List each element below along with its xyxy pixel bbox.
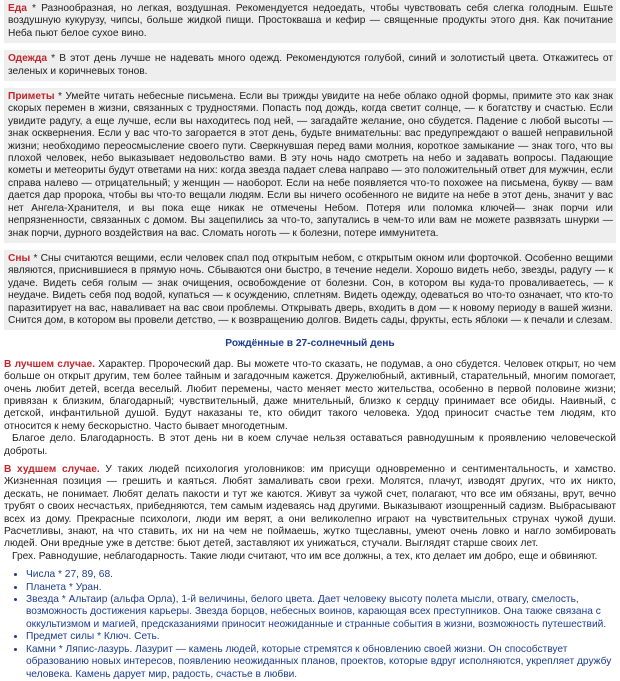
clothes-key: Одежда <box>8 53 48 65</box>
clothes-block <box>4 50 616 81</box>
fact-power-object: • Предмет силы * Ключ. Сеть. <box>26 631 616 643</box>
worst-case-extra: Грех. Равнодушие, неблагодарность. Такие люди считают, что им все должны, а тех, кто делает им добро, еще и обвиняют. <box>12 550 598 562</box>
dreams-block <box>4 250 616 330</box>
fact-stones: • Камни * Ляпис-лазурь. Лазурит — камень людей, которые стремятся к обновлению своей жизни. Он способствует образованию новых интересов, появлению неожиданных планов, проектов, которые вдруг исполняются, укрепляет дружбу человека. Камень дарует мир, радость, счастье в любви. <box>26 644 616 681</box>
clothes-text: * В этот день лучше не надевать много одежд. Рекомендуются голубой, синий и золотистый цвета. Откажитесь от зеленых и коричневых тонов. <box>8 53 613 77</box>
omens-block <box>4 88 616 243</box>
best-case-text: Характер. Пророческий дар. Вы можете что-то сказать, не подумав, а оно сбудется. Человек открыт, но чем больше он открыт другим, тем более тайным и загадочным кажется. Дружелюбный, активный, старательный, многим помогает, очень любит детей, всегда веселый. Любит перемены, часто меняет место жительства, особенно в первой половине жизни; привязан к близким, благодарный; чувствительный, даже мнительный, близко к сердцу принимает все обиды. Наивный, с детской, инфантильной душой. Будут наказаны те, кто обидит такого человека. Удод приносит счастье тем людям, кто относится к нему бескорыстно. Часто бывает многодетным. <box>4 358 616 432</box>
omens-key: Приметы <box>8 91 55 103</box>
food-text: * Разнообразная, но легкая, воздушная. Рекомендуется недоедать, чтобы чувствовать себя слегка голодным. Ешьте воздушную кукурузу, чипсы, больше жидкой пищи. Простокваша и кефир — священные продукты этого дня. Как почитание Неба пьют белое сухое вино. <box>8 3 613 39</box>
dreams-key: Сны <box>8 252 31 264</box>
dreams-text: * Сны считаются вещими, если человек спал под открытым небом, с открытым окном или форточкой. Особенно вещими являются, приснившиеся в прямую ночь. Сбываются они быстро, в течение недели. Хорошо видеть небо, звезды, радугу — к удаче. Видеть себя голым — знак очищения, освобождение от болезни. Сон, в котором вы куда-то проваливаетесь, — к неудаче. Видеть себя под водой, купаться — к осуждению, сплетням. Видеть одежду, одеваться во что-то означает, что кто-то паразитирует на вас, наваливает на вас свои проблемы. Открывать дверь, входить в дом — к новому периоду в вашей жизни. Снится дом, в котором вы провели детство, — к возвращению долгов. Видеть сады, фрукты, есть яблоки — к печали и слезам. <box>8 252 613 326</box>
section-title: Рождённые в 27-солнечный день <box>225 338 395 350</box>
worst-case-text: У таких людей психология уголовников: им присущи одновременно и сентиментальность, и хамство. Жизненная позиция — грешить и каяться. Любят замаливать свои грехи. Молятся, плачут, изводят других, что их никто, дескать, не понимает. Любят делать пакости и тут же каются. Живут за чужой счет, полагают, что все им обязаны, врут, вечно трубят о своих несчастьях, прибедняются, тем самым издеваясь над другими. Выказывают изощренный садизм. Выбрасывают всех из дому. Прекрасные психологи, люди им верят, а они великолепно играют на чувствительных струнах чужой души. Расчетливы, знают, на что ставить, их ни на чем не поймаешь, жутко тщеславны, умеют очень ловко и нагло зомбировать людей. Они вредные уже в детстве: бьют детей, заставляют их унижаться, стучали. Выглядят старше своих лет. <box>4 464 616 550</box>
best-case-extra: Благое дело. Благодарность. В этот день ни в коем случае нельзя оставаться равнодушным к проявлению человеческой доброты. <box>4 433 616 457</box>
fact-star: • Звезда * Альтаир (альфа Орла), 1-й величины, белого цвета. Дает человеку высоту полета мысли, отвагу, смелость, возможность достижения карьеры. Звезда борцов, небесных воинов, карающая всех преступников. Она также связана с оккультизмом и магией, предсказаниями приносит неожиданные и странные события в жизни, возможность путешествий. <box>26 594 616 631</box>
fact-numbers: • Числа * 27, 89, 68. <box>26 569 616 581</box>
worst-case <box>4 464 616 563</box>
omens-text: * Умейте читать небесные письмена. Если вы трижды увидите на небе облако одной формы, примите это как знак скорых перемен в жизни, связанных с трудностями. Попасть под дождь, когда светит солнце, — к богатству и счастью. Если увидите радугу, а еще лучше, если вы находитесь под ней, — загадайте желание, оно сбудется. Падение с любой высоты — знак осквернения. Если у вас что-то загорается в этот день, будьте внимательны: вас предупреждают о вашей неправильной жизни; необходимо переосмысление своего пути. Сверкнувшая перед вами молния, короткое замыкание — знак того, что вы плохой человек, небо выказывает недовольство вами. В эту ночь надо смотреть на небо и задавать вопросы. Падающие кометы и метеориты будут ответами на них: когда звезда падает слева направо — это положительный ответ для мужчин, если справа налево — отрицательный; у женщин — наоборот. Если на небе появляется что-то похожее на письмена, букву — вам дается дар пророка, чтобы вы что-то вещали людям. Если вы ничего особенного не видите на небе в этот день, значит у вас нет Ангела-Хранителя, и вы пока еще никак не отмечены Небом. Потеря или поломка ключей— знак порчи или непрязненности, связанных с домом. Вы зацепились за что-то, запутались в чем-то или вам не можете развязать шнурки — знак порчи, дурного воздействия на вас. Сломать ноготь — к болезни, потере иммунитета. <box>8 91 613 239</box>
food-key: Еда <box>8 3 27 14</box>
best-case <box>4 359 616 458</box>
worst-case-head: В худшем случае. <box>4 464 100 475</box>
best-case-head: В лучшем случае. <box>4 358 96 370</box>
fact-planet: • Планета * Уран. <box>26 582 616 594</box>
food-block <box>4 0 616 43</box>
facts-list <box>4 569 616 681</box>
